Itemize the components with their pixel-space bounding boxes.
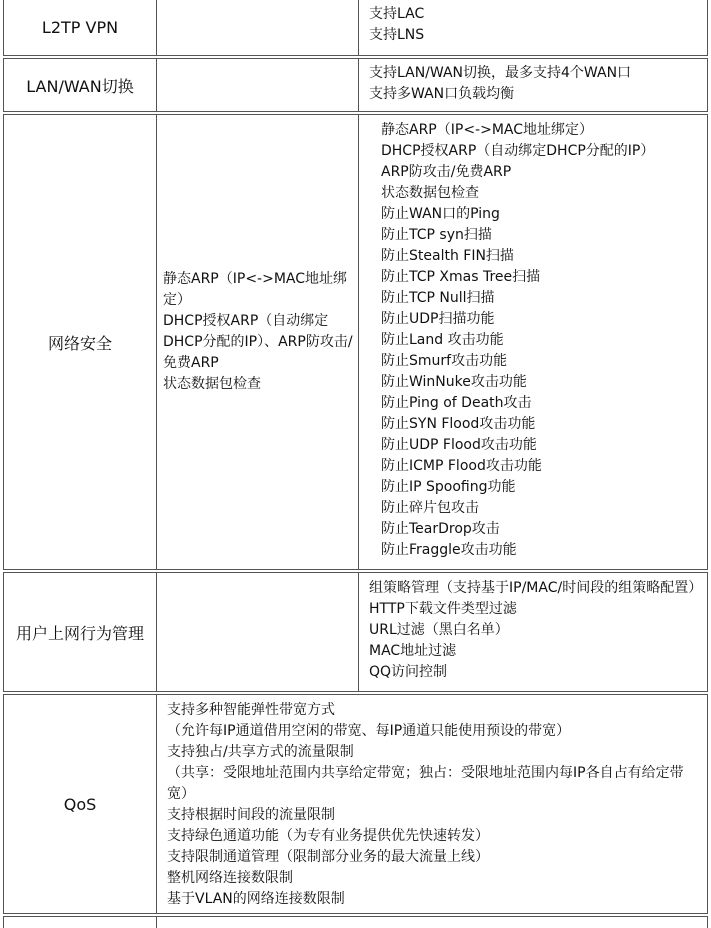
desc-line: 支持多种智能弹性带宽方式 xyxy=(167,702,335,718)
row-mid-empty xyxy=(157,573,359,691)
row-mid-summary xyxy=(157,115,359,569)
desc-line: 防止TearDrop攻击 xyxy=(381,521,500,537)
desc-line: 整机网络连接数限制 xyxy=(167,870,293,886)
desc-line: 防止Ping of Death攻击 xyxy=(381,395,532,411)
row-label: QoS xyxy=(4,695,157,913)
desc-line: 防止碎片包攻击 xyxy=(381,500,479,516)
row-label: LAN/WAN切换 xyxy=(4,59,157,111)
desc-line: 防止Stealth FIN扫描 xyxy=(381,248,514,264)
desc-line: 支持LAC xyxy=(369,6,425,22)
row-mid-empty xyxy=(157,59,359,111)
desc-line: 支持根据时间段的流量限制 xyxy=(167,807,335,823)
row-description xyxy=(359,115,707,569)
desc-line: QQ访问控制 xyxy=(369,664,448,680)
mid-line: DHCP授权ARP（自动绑定DHCP分配的IP）、ARP防攻击/免费ARP xyxy=(163,313,353,371)
table-row-lan-wan xyxy=(3,58,708,112)
desc-line: 状态数据包检查 xyxy=(381,185,479,201)
table-row-network-security xyxy=(3,114,708,570)
desc-line: 防止UDP Flood攻击功能 xyxy=(381,437,537,453)
mid-line: 状态数据包检查 xyxy=(163,376,261,392)
desc-line: 防止Smurf攻击功能 xyxy=(381,353,508,369)
desc-line: 防止Land 攻击功能 xyxy=(381,332,504,348)
row-description xyxy=(359,573,707,691)
desc-line: 防止Fraggle攻击功能 xyxy=(381,542,517,558)
desc-line: 支持多WAN口负载均衡 xyxy=(369,86,515,102)
desc-line: 静态ARP（IP<->MAC地址绑定） xyxy=(381,122,594,138)
table-row-user-behavior xyxy=(3,572,708,692)
desc-line: HTTP下载文件类型过滤 xyxy=(369,601,517,617)
desc-line: 防止WAN口的Ping xyxy=(381,206,500,222)
desc-line: 支持LNS xyxy=(369,27,425,43)
desc-line: 支持限制通道管理（限制部分业务的最大流量上线） xyxy=(167,849,489,865)
desc-line: 支持绿色通道功能（为专有业务提供优先快速转发） xyxy=(167,828,489,844)
table-row-qos xyxy=(3,694,708,914)
desc-line: 防止SYN Flood攻击功能 xyxy=(381,416,536,432)
row-description xyxy=(359,0,707,55)
desc-line: 防止WinNuke攻击功能 xyxy=(381,374,527,390)
desc-line: 防止TCP Null扫描 xyxy=(381,290,495,306)
table-row-l2tp-vpn xyxy=(3,0,708,56)
row-description xyxy=(157,695,707,913)
row-label: L2TP VPN xyxy=(4,0,157,55)
desc-line: 防止UDP扫描功能 xyxy=(381,311,495,327)
desc-line: 防止TCP syn扫描 xyxy=(381,227,492,243)
desc-line: 基于VLAN的网络连接数限制 xyxy=(167,891,345,907)
desc-line: URL过滤（黑白名单） xyxy=(369,622,509,638)
desc-line: MAC地址过滤 xyxy=(369,643,457,659)
row-description xyxy=(359,59,707,111)
desc-line: 组策略管理（支持基于IP/MAC/时间段的组策略配置） xyxy=(369,580,703,596)
desc-line: （允许每IP通道借用空闲的带宽、每IP通道只能使用预设的带宽） xyxy=(167,723,571,739)
desc-line: 防止IP Spoofing功能 xyxy=(381,479,516,495)
mid-line: 静态ARP（IP<->MAC地址绑定） xyxy=(163,271,348,308)
row-mid-empty xyxy=(157,0,359,55)
desc-line: DHCP授权ARP（自动绑定DHCP分配的IP） xyxy=(381,143,655,159)
desc-line: 防止TCP Xmas Tree扫描 xyxy=(381,269,541,285)
table-row-truncated xyxy=(3,916,708,928)
row-label: 网络安全 xyxy=(4,115,157,569)
desc-line: （共享：受限地址范围内共享给定带宽；独占：受限地址范围内每IP各自占有给定带宽） xyxy=(167,765,684,802)
row-label: 用户上网行为管理 xyxy=(4,573,157,691)
desc-line: 防止ICMP Flood攻击功能 xyxy=(381,458,542,474)
desc-line: 支持独占/共享方式的流量限制 xyxy=(167,744,354,760)
desc-line: ARP防攻击/免费ARP xyxy=(381,164,512,180)
desc-line: 支持LAN/WAN切换，最多支持4个WAN口 xyxy=(369,65,632,81)
